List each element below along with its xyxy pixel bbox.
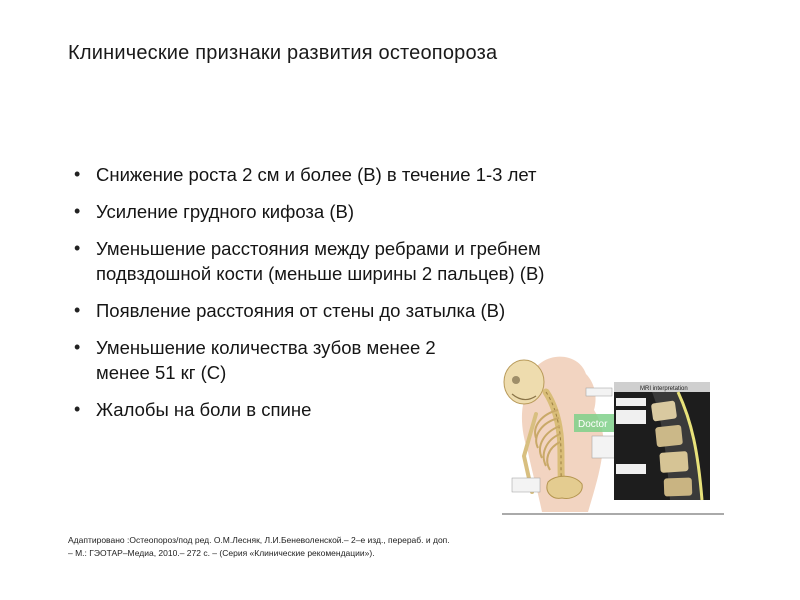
mri-panel-title: MRI interpretation — [640, 386, 688, 392]
skull-icon — [504, 360, 544, 404]
bullet-item — [74, 298, 674, 323]
bullet-text: • Появление расстояния от стены до затылка (В) — [96, 300, 506, 321]
pelvis — [547, 476, 582, 498]
bullet-item — [74, 199, 674, 224]
footnote-line-2: – М.: ГЭОТАР–Медиа, 2010.– 272 с. – (Серия «Клинические рекомендации»). — [68, 548, 375, 558]
bullet-text: • Уменьшение количества зубов менее 2 — [96, 337, 436, 358]
slide-title: Клинические признаки развития остеопороза — [68, 42, 498, 64]
bullet-item — [74, 236, 674, 286]
spine-illustration — [502, 352, 726, 518]
bullet-text-continued: подвздошной кости (меньше ширины 2 пальцев) (В) — [96, 263, 545, 284]
bullet-text: • Уменьшение расстояния между ребрами и гребнем — [96, 238, 541, 259]
bullet-text: • Снижение роста 2 см и более (В) в течение 1-3 лет — [96, 164, 537, 185]
footnote-line-1: Адаптировано :Остеопороз/под ред. О.М.Лесняк, Л.И.Беневоленской.– 2–е изд., перераб. и доп. — [68, 535, 450, 545]
source-footnote — [68, 534, 708, 560]
bullet-item — [74, 162, 674, 187]
doctor-label: Doctor — [578, 419, 608, 430]
bullet-text: • Усиление грудного кифоза (В) — [96, 201, 354, 222]
bullet-text: • Жалобы на боли в спине — [96, 399, 312, 420]
bullet-text-continued: менее 51 кг (С) — [96, 362, 227, 383]
